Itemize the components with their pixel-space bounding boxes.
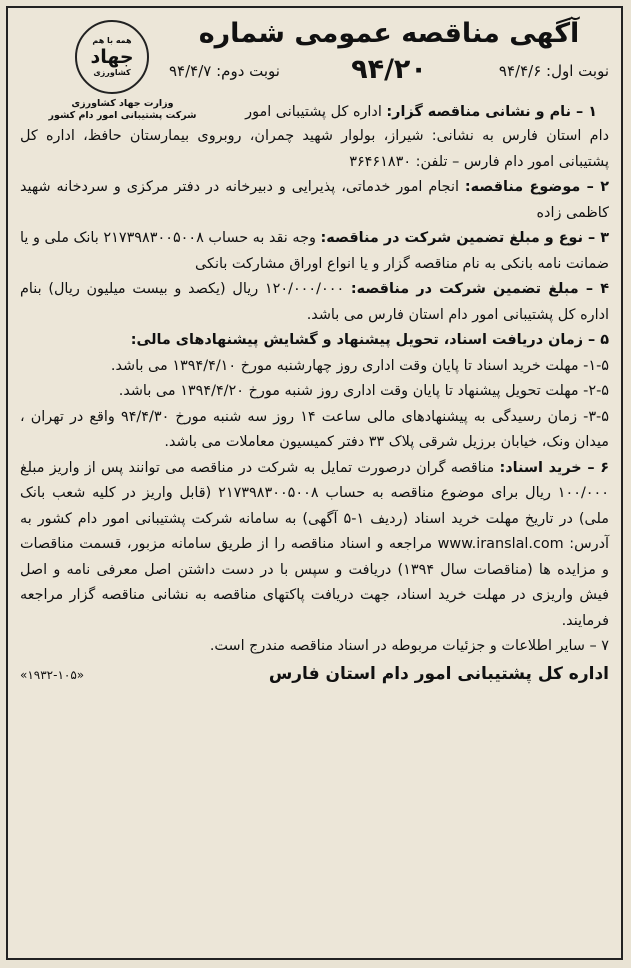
section-2-heading: ۲ – موضوع مناقصه: [464, 179, 609, 195]
logo-main-text: جهاد [90, 46, 134, 68]
section-1-intro [207, 100, 597, 126]
section-1-heading: ۱ – نام و نشانی مناقصه گزار: [386, 104, 597, 120]
section-6-heading: ۶ – خرید اسناد: [499, 459, 609, 476]
round-first: نوبت اول: ۹۴/۴/۶ [498, 62, 609, 80]
section-4-heading: ۴ – مبلغ تضمین شرکت در مناقصه: [350, 281, 609, 297]
section-3-text: وجه نقد به حساب ۲۱۷۳۹۸۳۰۰۵۰۰۸ بانک ملی و یا ضمانت نامه بانکی به نام مناقصه گزار و یا انواع اوراق مشارکت بانکی [19, 230, 609, 272]
section-5-heading: ۵ – زمان دریافت اسناد، تحویل پیشنهاد و گشایش پیشنهادهای مالی: [130, 332, 609, 348]
section-2-text: انجام امور خدماتی، پذیرایی و دبیرخانه در دفتر مرکزی و سردخانه شهید کاظمی زاده [20, 179, 609, 221]
company-name: شرکت پشتیبانی امور دام کشور [48, 110, 197, 121]
notice-header [20, 14, 609, 124]
round-second: نوبت دوم: ۹۴/۴/۷ [169, 62, 280, 80]
section-7: ۷ – سایر اطلاعات و جزئیات مربوطه در اسناد مناقصه مندرج است. [209, 638, 609, 654]
ministry-name: وزارت جهاد کشاورزی [71, 98, 174, 109]
section-3-heading: ۳ – نوع و مبلغ تضمین شرکت در مناقصه: [320, 230, 609, 246]
section-4-text: ۱۲۰/۰۰۰/۰۰۰ ریال (یکصد و بیست میلیون ریال) بنام اداره کل پشتیبانی امور دام استان فارس می باشد. [20, 281, 609, 323]
section-1-text-b: دام استان فارس به نشانی: شیراز، بولوار شهید چمران، روبروی بیمارستان حافظ، اداره کل پشتیبانی امور دام فارس – تلفن: ۳۶۴۶۱۸۳۰ [20, 128, 609, 170]
section-1-text-a: اداره کل پشتیبانی امور [245, 104, 387, 120]
tender-notice [6, 6, 623, 960]
section-3 [20, 226, 609, 277]
notice-body [20, 124, 609, 660]
section-2 [20, 175, 609, 226]
notice-title: آگهی مناقصه عمومی شماره ۹۴/۲۰ [198, 18, 580, 85]
organization-block [20, 98, 225, 122]
signature: اداره کل پشتیبانی امور دام استان فارس [268, 663, 609, 684]
section-5-1: ۱-۵- مهلت خرید اسناد تا پایان وقت اداری روز چهارشنبه مورخ ۱۳۹۴/۴/۱۰ می باشد. [110, 357, 609, 374]
section-6-text: مناقصه گران درصورت تمایل به شرکت در مناقصه می توانند پس از واریز مبلغ ۱۰۰/۰۰۰ ریال برای موضوع مناقصه به حساب ۲۱۷۳۹۸۳۰۰۵۰۰۸ (قابل واریز در کلیه شعب بانک ملی) در تاریخ مهلت خرید اسناد (ردیف ۱-۵ آگهی) به سامانه شرکت پشتیبانی امور دام کشور به آدرس: www.iranslal.com مراجعه و اسناد مناقصه را از طریق سامانه مزبور، قسمت مناقصات و مزایده ها (مناقصات سال ۱۳۹۴) دریافت و سپس با در دست داشتن اصل معرفی نامه و اصل فیش واریزی در مهلت خرید اسناد، جهت دریافت پاکتهای مناقصه به نشانی مناقصه گزار مراجعه فرمایند. [20, 459, 609, 629]
logo-bottom-text: کشاورزی [93, 68, 131, 77]
publication-rounds [169, 60, 609, 82]
section-5-2: ۲-۵- مهلت تحویل پیشنهاد تا پایان وقت اداری روز شنبه مورخ ۱۳۹۴/۴/۲۰ می باشد. [118, 383, 609, 399]
ad-code: «۱۹۳۲-۱۰۵» [20, 667, 85, 682]
notice-footer [20, 664, 609, 684]
section-4 [20, 277, 609, 328]
section-6 [20, 456, 609, 635]
section-5-3: ۳-۵- زمان رسیدگی به پیشنهادهای مالی ساعت ۱۴ روز سه شنبه مورخ ۹۴/۴/۳۰ واقع در تهران ، میدان ونک، خیابان برزیل شرقی پلاک ۳۳ دفتر کمیسیون معاملات می باشد. [20, 408, 609, 450]
jahad-logo [75, 20, 149, 94]
logo-top-text: همه با هم [92, 36, 132, 45]
